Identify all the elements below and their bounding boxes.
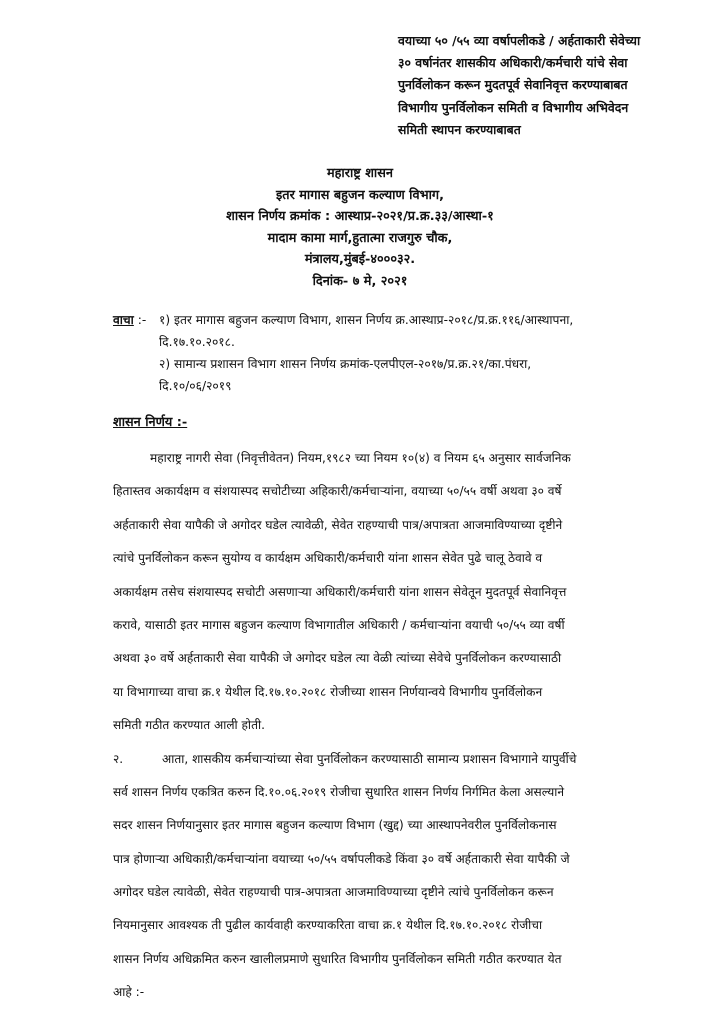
paragraph-2-first-line	[113, 743, 708, 776]
address-line: मादाम कामा मार्ग,हुतात्मा राजगुरु चौक,	[267, 230, 453, 246]
paragraph-2-line: सदर शासन निर्णयानुसार इतर मागास बहुजन कल्याण विभाग (खुद्द) च्या आस्थापनेवरील पुनर्विलोकनास	[113, 818, 557, 833]
paragraph-2-line: पात्र होणाऱ्या अधिकाऱी/कर्मचाऱ्यांना वयाच्या ५०/५५ वर्षापलीकडे किंवा ३० वर्षे अर्हताकारी सेवा यापैकी जे	[113, 851, 570, 866]
references-block	[113, 309, 713, 397]
paragraph-2-line: शासन निर्णय अधिक्रमित करुन खालीलप्रमाणे सुधारित विभागीय पुनर्विलोकन समिती गठीत करण्यात येत	[113, 951, 562, 966]
paragraph-1-line: या विभागाच्या वाचा क्र.१ येथील दि.१७.१०.२०१८ रोजीच्या शासन निर्णयान्वये विभागीय पुनर्विलोकन	[113, 684, 543, 699]
paragraph-2-line: नियमानुसार आवश्यक ती पुढील कार्यवाही करण्याकरिता वाचा क्र.१ येथील दि.१७.१०.२०१८ रोजीचा	[113, 918, 543, 933]
subject-block	[398, 30, 718, 141]
paragraph-1-line: त्यांचे पुनर्विलोकन करून सुयोग्य व कार्यक्षम अधिकारी/कर्मचारी यांना शासन सेवेत पुढे चालू ठेवावे व	[113, 551, 543, 566]
section-title: शासन निर्णय :-	[113, 415, 188, 430]
paragraph-1-line: हितास्तव अकार्यक्षम व संशयास्पद सचोटीच्या अहिकारी/कर्मचाऱ्यांना, वयाच्या ५०/५५ वर्षी अथवा ३० वर्षे	[113, 484, 562, 499]
subject-line: वयाच्या ५० /५५ व्या वर्षापलीकडे / अर्हताकारी सेवेच्या	[398, 33, 641, 48]
references-label-suffix: :-	[133, 313, 147, 327]
reference-item-1-date: दि.१७.१०.२०१८.	[159, 335, 235, 349]
reference-item-1: १) इतर मागास बहुजन कल्याण विभाग, शासन निर्णय क्र.आस्थाप्र-२०१८/प्र.क्र.११६/आस्थापना,	[159, 313, 574, 327]
paragraph-1-line: अर्हताकारी सेवा यापैकी जे अगोदर घडेल त्यावेळी, सेवेत राहण्याची पात्र/अपात्रता आजमाविण्याच्या दृष्टीने	[113, 517, 563, 532]
subject-line: विभागीय पुनर्विलोकन समिती व विभागीय अभिवेदन	[398, 99, 629, 115]
paragraph-1-line: करावे, यासाठी इतर मागास बहुजन कल्याण विभागातील अधिकारी / कर्मचाऱ्यांना वयाची ५०/५५ व्या वर्षी	[113, 617, 565, 632]
paragraph-2-line: अगोदर घडेल त्यावेळी, सेवेत राहण्याची पात्र-अपात्रता आजमाविण्याच्या दृष्टीने त्यांचे पुनर्विलोकन करून	[113, 885, 554, 900]
paragraph-1-line: महाराष्ट्र नागरी सेवा (निवृत्तीवेतन) नियम,१९८२ च्या नियम १०(४) व नियम ६५ अनुसार सार्वजनिक	[150, 451, 571, 465]
paragraph-1-line: अथवा ३० वर्षे अर्हताकारी सेवा यापैकी जे अगोदर घडेल त्या वेळी त्यांच्या सेवेचे पुनर्विलोकन करण्यासाठी	[113, 651, 562, 666]
references-label: वाचा	[113, 313, 134, 327]
address-line: मंत्रालय,मुंबई-४०००३२.	[304, 252, 416, 268]
paragraph-1-line: समिती गठीत करण्यात आली होती.	[113, 718, 265, 733]
paragraph-number: २.	[113, 751, 124, 766]
department-name: इतर मागास बहुजन कल्याण विभाग,	[276, 187, 444, 203]
letterhead	[170, 163, 550, 293]
subject-line: ३० वर्षानंतर शासकीय अधिकारी/कर्मचारी यांचे सेवा	[398, 55, 628, 71]
reference-item-2-date: दि.१०/०६/२०१९	[159, 379, 232, 393]
government-name: महाराष्ट्र शासन	[326, 166, 393, 181]
document-body	[113, 442, 708, 1010]
gr-number: शासन निर्णय क्रमांक : आस्थाप्र-२०२१/प्र.क्र.३३/आस्था-१	[226, 209, 494, 225]
subject-line: पुनर्विलोकन करून मुदतपूर्व सेवानिवृत्त करण्याबाबत	[398, 77, 628, 93]
paragraph-2-line: आता, शासकीय कर्मचाऱ्यांच्या सेवा पुनर्विलोकन करण्यासाठी सामान्य प्रशासन विभागाने यापुर्वीचे	[162, 751, 577, 766]
paragraph-1-line: अकार्यक्षम तसेच संशयास्पद सचोटी असणाऱ्या अधिकारी/कर्मचारी यांना शासन सेवेतून मुदतपूर्व सेवानिवृत्त	[113, 584, 567, 599]
document-date: दिनांक- ७ मे, २०२१	[312, 273, 408, 289]
reference-item-2: २) सामान्य प्रशासन विभाग शासन निर्णय क्रमांक-एलपीएल-२०१७/प्र.क्र.२१/का.पंधरा,	[159, 357, 532, 371]
paragraph-2-line: आहे :-	[113, 985, 145, 1000]
paragraph-2-line: सर्व शासन निर्णय एकत्रित करुन दि.१०.०६.२०१९ रोजीचा सुधारित शासन निर्णय निर्गमित केला असल्याने	[113, 784, 565, 799]
subject-line: समिती स्थापन करण्याबाबत	[398, 121, 521, 137]
